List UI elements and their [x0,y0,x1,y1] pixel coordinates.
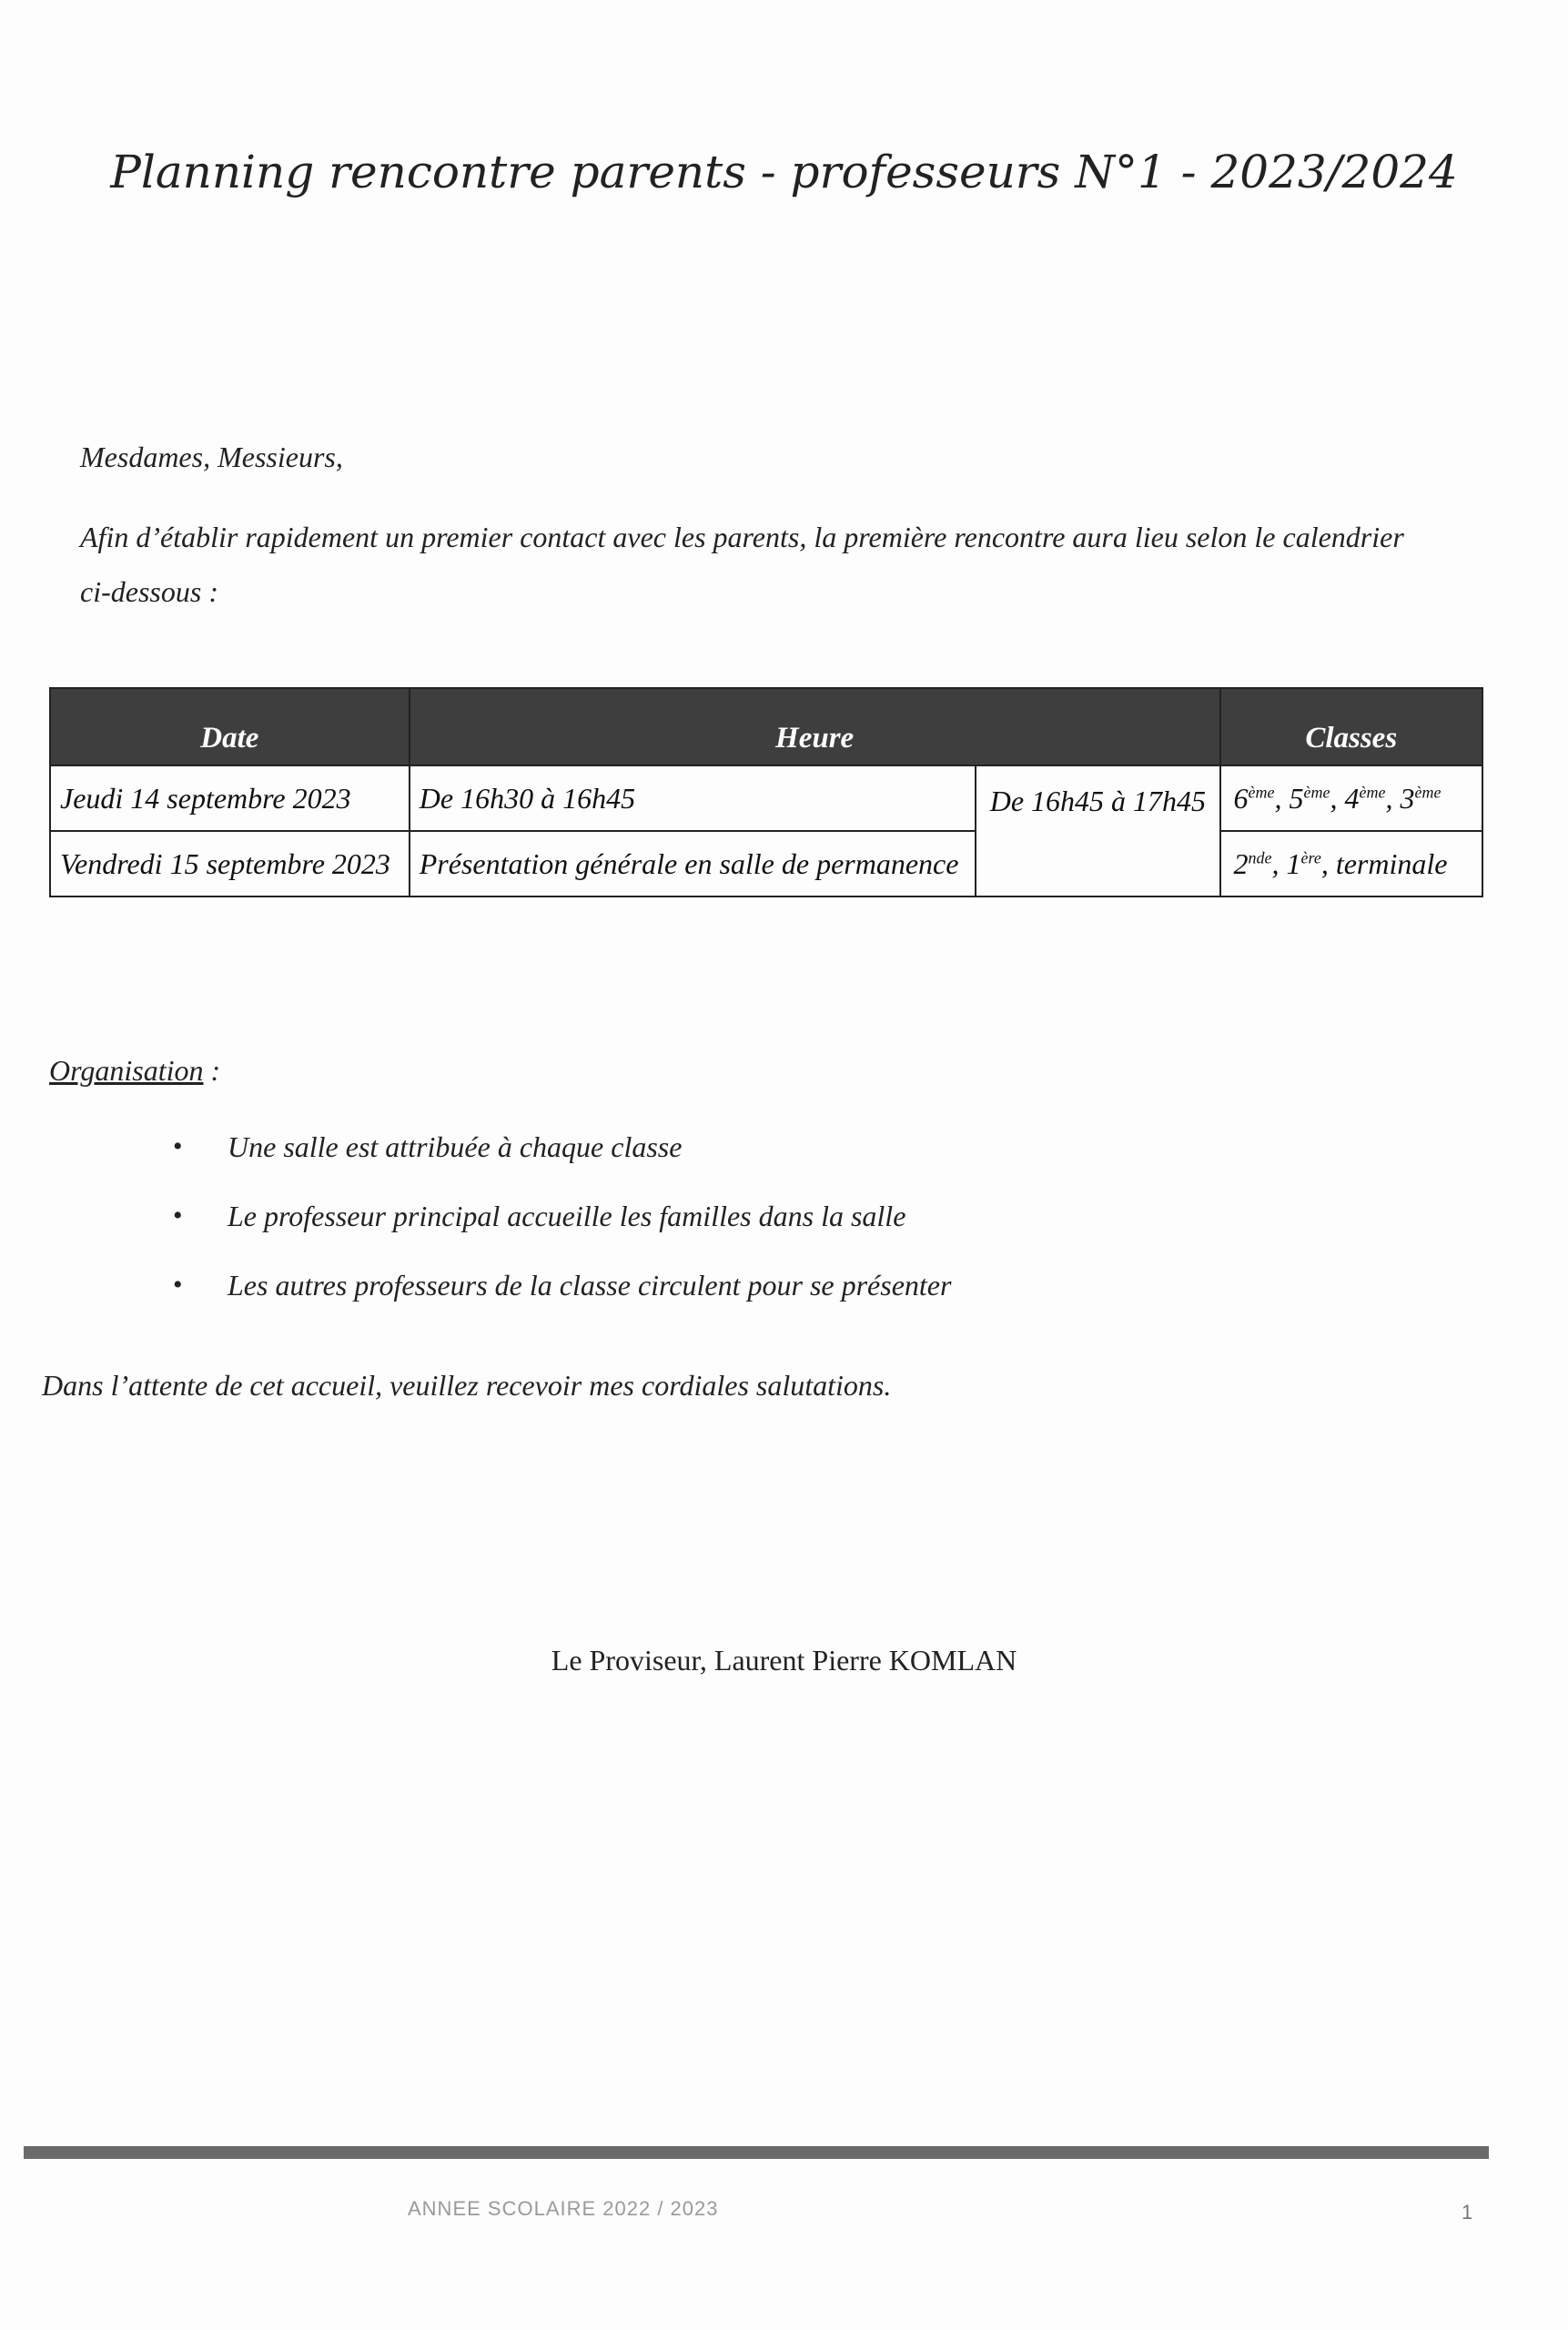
footer-divider [24,2146,1489,2159]
cell-heure: De 16h30 à 16h45 [410,765,976,831]
header-date: Date [50,688,410,765]
organisation-heading: Organisation : [49,1054,221,1087]
organisation-list [173,1112,951,1320]
list-item: • Le professeur principal accueille les familles dans la salle [173,1199,906,1232]
cell-date: Vendredi 15 septembre 2023 [50,831,410,897]
intro-paragraph: Afin d’établir rapidement un premier contact avec les parents, la première rencontre aura lieu selon le calendrier ci-dessous : [80,521,1404,608]
table-row [50,831,1482,897]
bullet-icon: • [173,1200,183,1231]
schedule-table [49,687,1483,897]
page-number: 1 [1462,2201,1473,2224]
cell-classes: 2nde, 1ère, terminale [1220,831,1483,897]
header-classes: Classes [1220,688,1483,765]
cell-classes: 6ème, 5ème, 4ème, 3ème [1220,765,1483,831]
bullet-icon: • [173,1270,183,1300]
list-item: • Une salle est attribuée à chaque classe [173,1130,683,1163]
header-heure: Heure [410,688,1220,765]
closing-line: Dans l’attente de cet accueil, veuillez recevoir mes cordiales salutations. [42,1369,892,1402]
page-title: Planning rencontre parents - professeurs N°1 - 2023/2024 [110,146,1458,198]
cell-heure: Présentation générale en salle de permanence [410,831,976,897]
signature: Le Proviseur, Laurent Pierre KOMLAN [551,1644,1017,1677]
table-header-row [50,688,1482,765]
table-row [50,765,1482,831]
bullet-icon: • [173,1131,183,1161]
salutation: Mesdames, Messieurs, [80,441,343,473]
cell-date: Jeudi 14 septembre 2023 [50,765,410,831]
cell-heure-2: De 16h45 à 17h45 [976,765,1219,897]
footer-text: ANNEE SCOLAIRE 2022 / 2023 [408,2197,719,2220]
list-item: • Les autres professeurs de la classe circulent pour se présenter [173,1268,952,1302]
